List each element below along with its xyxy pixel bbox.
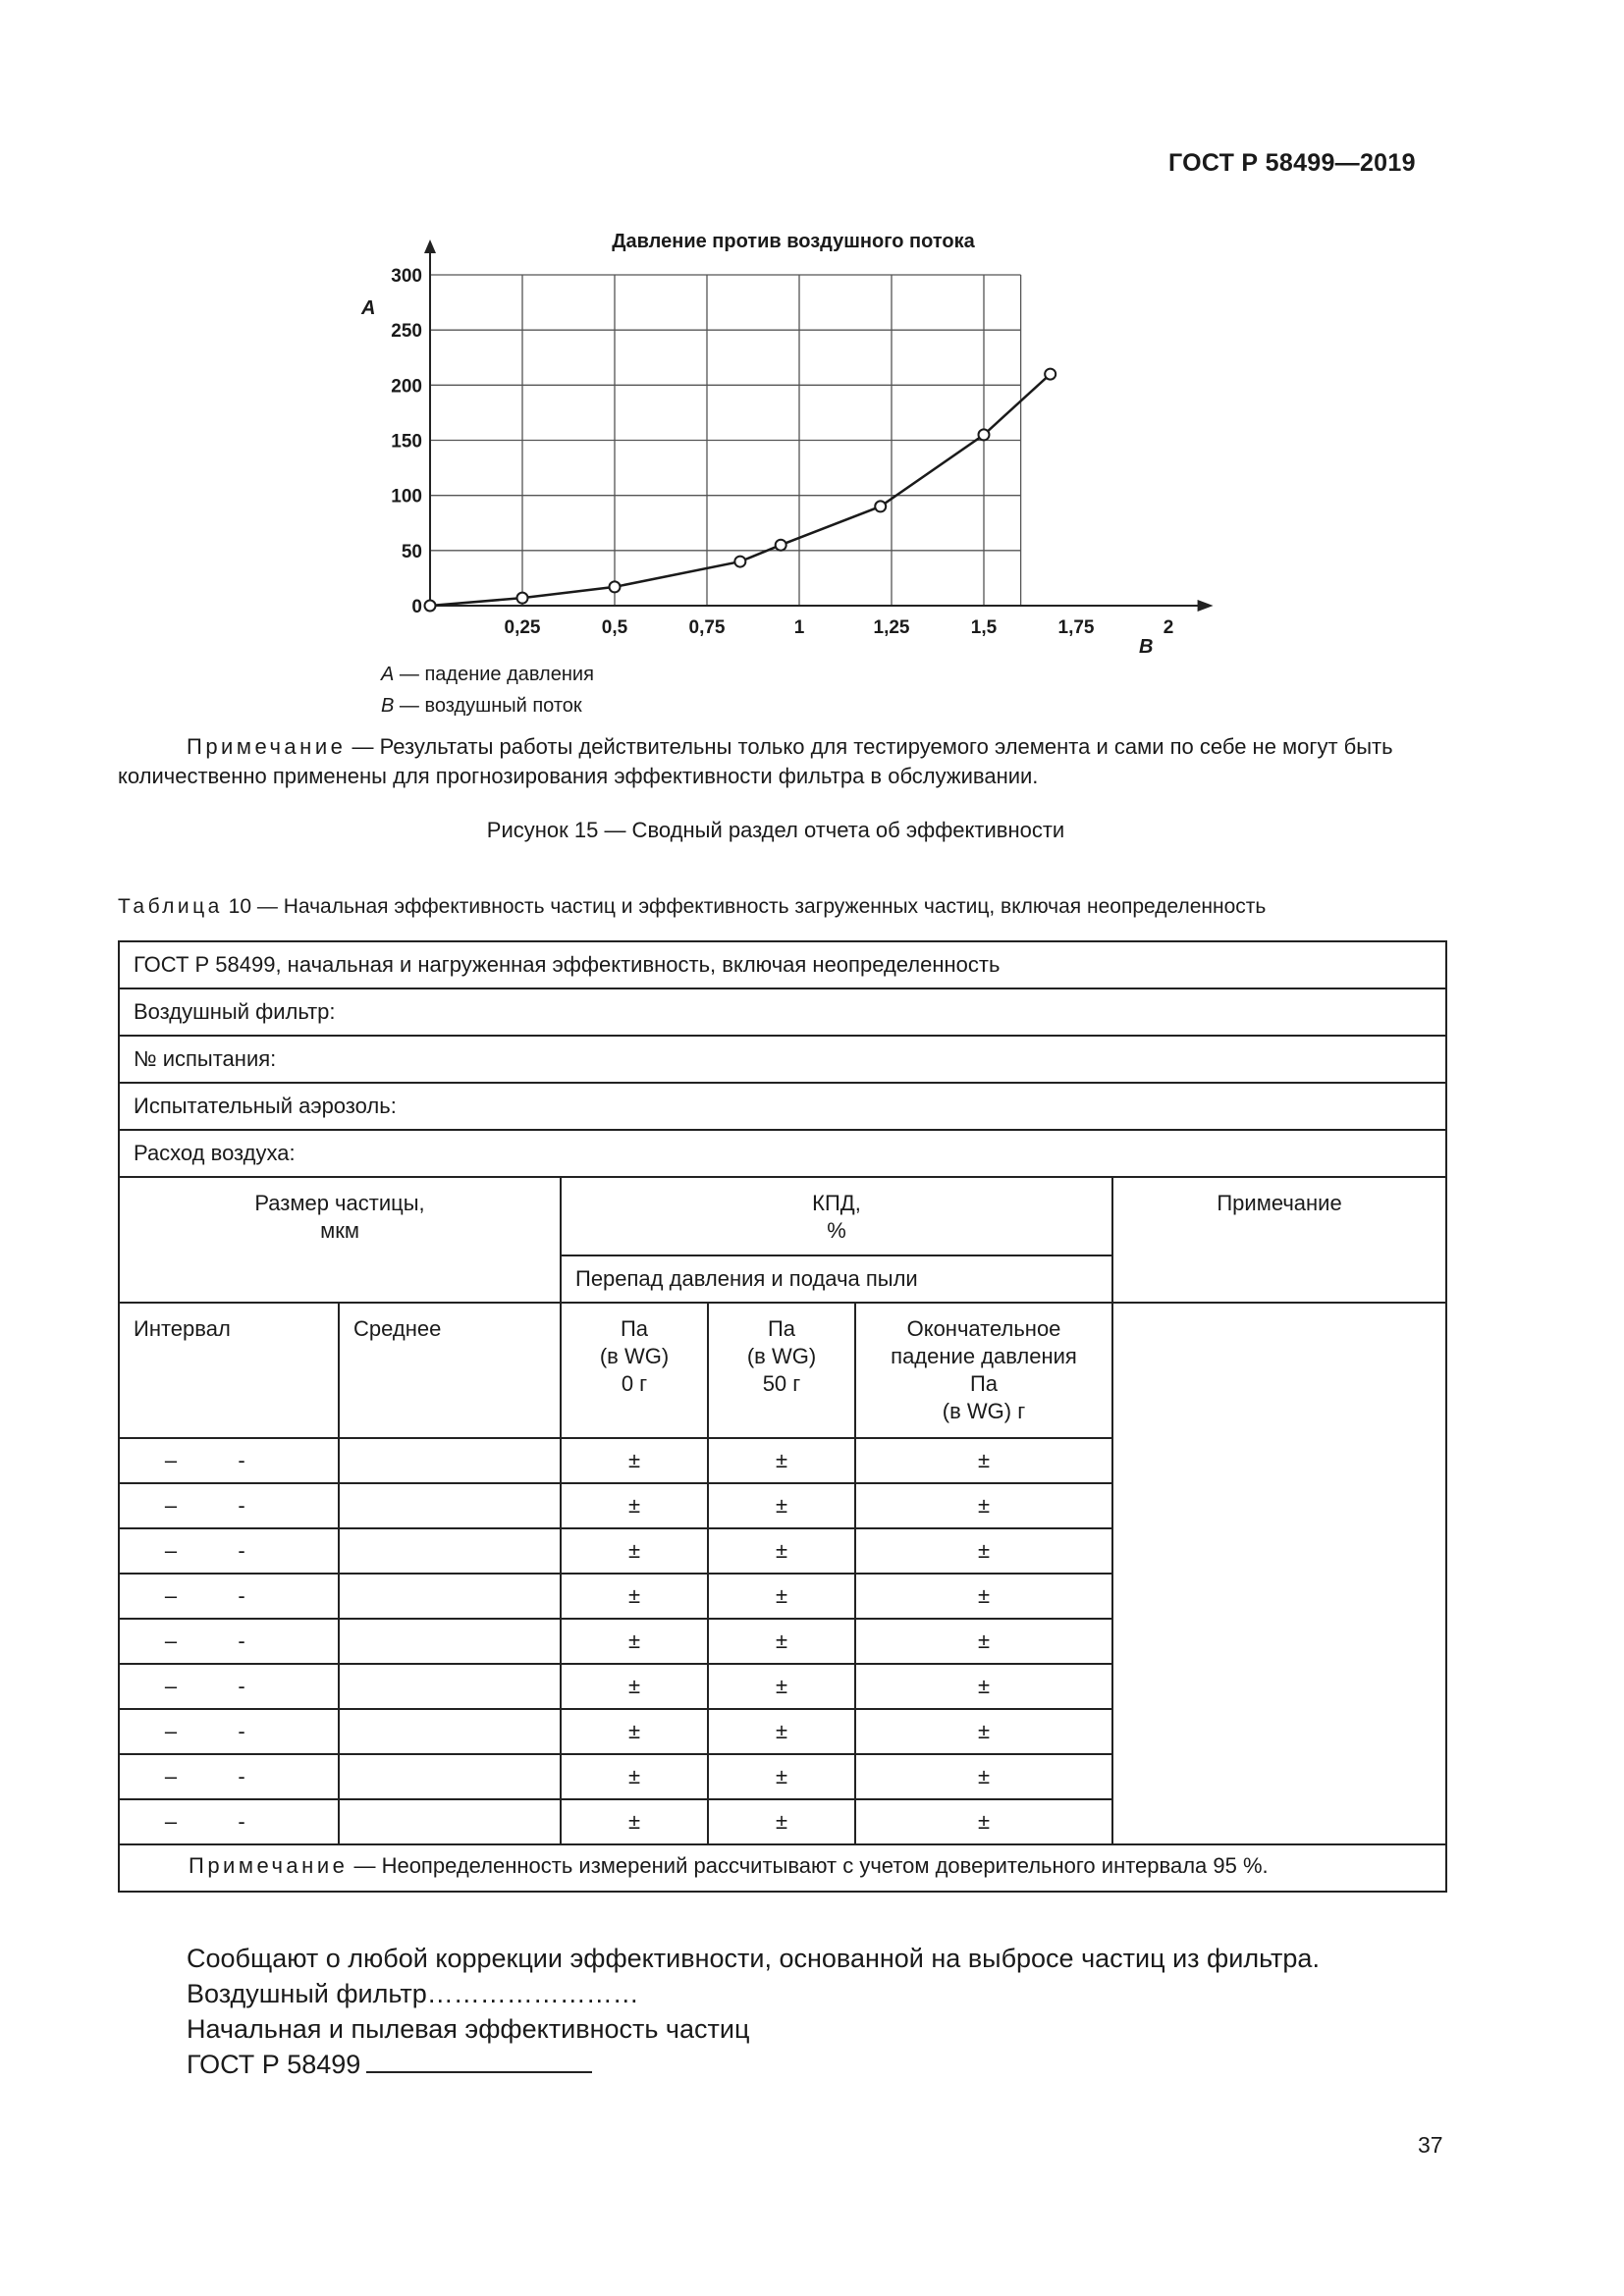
table-caption-label: Таблица xyxy=(118,895,223,918)
report-line-1: Сообщают о любой коррекции эффективности, основанной на выбросе частиц из фильтра. xyxy=(187,1944,1320,1973)
table-row: – - ± ± ± xyxy=(119,1574,1446,1619)
x-tick-label: 1,75 xyxy=(1057,617,1095,638)
y-tick-label: 100 xyxy=(391,486,422,507)
table-note-label: Примечание xyxy=(189,1853,349,1878)
data-point xyxy=(610,581,621,592)
report-line-3: Начальная и пылевая эффективность частиц xyxy=(187,2014,750,2044)
document-header: ГОСТ Р 58499—2019 xyxy=(1168,149,1416,177)
legend-a-text: — падение давления xyxy=(394,664,594,685)
legend-b-letter: B xyxy=(381,695,395,717)
pa-50g-header: Па (в WG) 50 г xyxy=(708,1303,855,1438)
table-title-row: ГОСТ Р 58499, начальная и нагруженная эффективность, включая неопределенность xyxy=(119,941,1446,988)
figure-caption: Рисунок 15 — Сводный раздел отчета об эффективности xyxy=(486,818,1065,842)
series-line xyxy=(430,374,1051,606)
x-tick-label: 1,5 xyxy=(970,617,998,638)
final-pressure-header: Окончательное падение давления Па (в WG) г xyxy=(855,1303,1112,1438)
table-row: – - ± ± ± xyxy=(119,1438,1446,1483)
pressure-dust-header: Перепад давления и подача пыли xyxy=(561,1255,1112,1303)
chart-grid xyxy=(430,275,1021,606)
chart-tick-labels xyxy=(360,266,1173,658)
efficiency-table xyxy=(118,940,1447,1893)
table-row: – - ± ± ± xyxy=(119,1709,1446,1754)
y-axis-arrow xyxy=(424,240,436,253)
remark-column xyxy=(1112,1303,1446,1844)
x-tick-label: 1 xyxy=(793,617,805,638)
x-axis-letter: B xyxy=(1139,636,1154,658)
figure-note-text: — Результаты работы действительны только для тестируемого элемента и сами по себе не могут быть количественно применены для прогнозирования эффективности фильтра в обслуживании. xyxy=(118,734,1393,788)
table-airflow-row: Расход воздуха: xyxy=(119,1130,1446,1177)
interval-header: Интервал xyxy=(119,1303,339,1438)
pa-0g-header: Па (в WG) 0 г xyxy=(561,1303,708,1438)
data-point xyxy=(1045,369,1056,380)
table-row: – - ± ± ± xyxy=(119,1619,1446,1664)
table-note-text: — Неопределенность измерений рассчитывают с учетом доверительного интервала 95 %. xyxy=(348,1853,1269,1878)
y-tick-label: 250 xyxy=(391,321,422,343)
y-tick-label: 150 xyxy=(391,431,422,453)
x-tick-label: 0,75 xyxy=(688,617,726,638)
table-row: – - ± ± ± xyxy=(119,1754,1446,1799)
data-point xyxy=(875,501,886,511)
table-test-number-row: № испытания: xyxy=(119,1036,1446,1083)
x-tick-label: 1,25 xyxy=(873,617,910,638)
y-tick-label: 300 xyxy=(391,266,422,287)
blank-line xyxy=(366,2050,592,2073)
legend-b xyxy=(381,695,582,718)
data-point xyxy=(517,593,528,604)
x-tick-label: 0,25 xyxy=(504,617,541,638)
data-point xyxy=(776,540,786,551)
remark-header: Примечание xyxy=(1112,1177,1446,1303)
page-number: 37 xyxy=(1418,2132,1443,2158)
x-tick-label: 2 xyxy=(1163,617,1174,638)
y-axis-letter: A xyxy=(361,297,376,319)
table-aerosol-row: Испытательный аэрозоль: xyxy=(119,1083,1446,1130)
table-row: – - ± ± ± xyxy=(119,1483,1446,1528)
x-axis-arrow xyxy=(1198,600,1214,612)
chart-title: Давление против воздушного потока xyxy=(612,231,975,252)
data-point xyxy=(979,429,990,440)
y-tick-label: 200 xyxy=(391,376,422,398)
table-note xyxy=(119,1844,1446,1892)
table-filter-row: Воздушный фильтр: xyxy=(119,988,1446,1036)
report-line-4: ГОСТ Р 58499 xyxy=(187,2050,592,2080)
data-point xyxy=(734,557,745,567)
y-tick-label: 50 xyxy=(401,541,422,562)
figure-note-label: Примечание xyxy=(187,734,347,759)
chart-axes xyxy=(424,240,1214,612)
x-tick-label: 0,5 xyxy=(601,617,628,638)
legend-a xyxy=(381,664,594,686)
legend-b-text: — воздушный поток xyxy=(394,695,582,717)
data-point xyxy=(425,601,436,612)
average-header: Среднее xyxy=(339,1303,561,1438)
y-tick-label: 0 xyxy=(411,597,422,617)
table-caption-text: 10 — Начальная эффективность частиц и эффективность загруженных частиц, включая неопределенность xyxy=(222,895,1267,918)
chart-series xyxy=(425,369,1056,612)
legend-a-letter: A xyxy=(381,664,395,685)
efficiency-header: КПД, % xyxy=(561,1177,1112,1255)
table-row: – - ± ± ± xyxy=(119,1528,1446,1574)
table-row: – - ± ± ± xyxy=(119,1664,1446,1709)
figure-note xyxy=(118,732,1445,791)
pressure-airflow-chart xyxy=(324,218,1227,679)
table-row: – - ± ± ± xyxy=(119,1799,1446,1844)
table-caption xyxy=(118,895,1266,919)
report-line-2: Воздушный фильтр…………………… xyxy=(187,1979,639,2008)
particle-size-header: Размер частицы, мкм xyxy=(119,1177,561,1303)
